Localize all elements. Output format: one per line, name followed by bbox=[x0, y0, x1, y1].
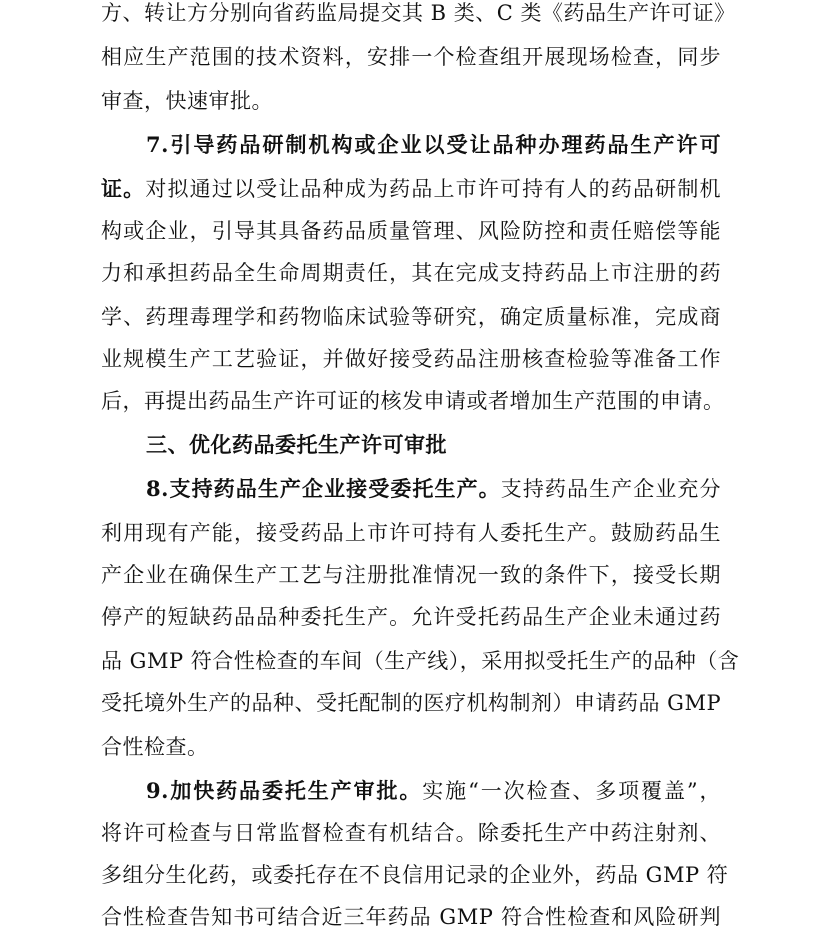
body-text: 后，再提出药品生产许可证的核发申请或者增加生产范围的申请。 bbox=[101, 389, 725, 413]
body-text: 品 GMP 符合性检查的车间（生产线），采用拟受托生产的品种（含 bbox=[101, 649, 740, 673]
text-line bbox=[146, 430, 721, 460]
body-text: 对拟通过以受让品种成为药品上市许可持有人的药品研制机 bbox=[145, 177, 722, 201]
body-text: 合性检查告知书可结合近三年药品 GMP 符合性检查和风险研判 bbox=[101, 905, 721, 929]
text-line bbox=[101, 860, 729, 890]
body-text: 支持药品生产企业充分 bbox=[500, 477, 722, 501]
text-line bbox=[101, 386, 725, 416]
text-line bbox=[146, 474, 721, 504]
text-line bbox=[146, 130, 721, 160]
text-line bbox=[101, 302, 721, 332]
item-heading: 证。 bbox=[101, 176, 146, 201]
body-text: 停产的短缺药品品种委托生产。允许受托药品生产企业未通过药 bbox=[101, 605, 721, 629]
text-line bbox=[101, 344, 721, 374]
item-heading: 7.引导药品研制机构或企业以受让品种办理药品生产许可 bbox=[146, 132, 721, 157]
body-text: 产企业在确保生产工艺与注册批准情况一致的条件下，接受长期 bbox=[101, 563, 721, 587]
body-text: 多组分生化药，或委托存在不良信用记录的企业外，药品 GMP 符 bbox=[101, 863, 729, 887]
body-text: 实施“一次检查、多项覆盖”， bbox=[422, 779, 722, 803]
body-text: 学、药理毒理学和药物临床试验等研究，确定质量标准，完成商 bbox=[101, 305, 721, 329]
text-line bbox=[101, 646, 740, 676]
text-line bbox=[101, 0, 736, 28]
text-line bbox=[101, 216, 721, 246]
body-text: 合性检查。 bbox=[101, 735, 209, 759]
item-heading: 8.支持药品生产企业接受委托生产。 bbox=[146, 476, 501, 501]
text-line bbox=[101, 602, 721, 632]
text-line bbox=[101, 42, 721, 72]
body-text: 构或企业，引导其具备药品质量管理、风险防控和责任赔偿等能 bbox=[101, 219, 721, 243]
body-text: 审查，快速审批。 bbox=[101, 89, 273, 113]
text-line bbox=[101, 174, 721, 204]
body-text: 相应生产范围的技术资料，安排一个检查组开展现场检查，同步 bbox=[101, 45, 721, 69]
text-line bbox=[146, 776, 721, 806]
section-heading: 三、优化药品委托生产许可审批 bbox=[146, 433, 447, 457]
body-text: 业规模生产工艺验证，并做好接受药品注册核查检验等准备工作 bbox=[101, 347, 721, 371]
text-line bbox=[101, 818, 721, 848]
body-text: 将许可检查与日常监督检查有机结合。除委托生产中药注射剂、 bbox=[101, 821, 721, 845]
text-line bbox=[101, 902, 721, 932]
item-heading: 9.加快药品委托生产审批。 bbox=[146, 778, 423, 803]
text-line bbox=[101, 86, 721, 116]
text-line bbox=[101, 258, 721, 288]
body-text: 力和承担药品全生命周期责任，其在完成支持药品上市注册的药 bbox=[101, 261, 721, 285]
text-line bbox=[101, 688, 721, 718]
body-text: 方、转让方分别向省药监局提交其 B 类、C 类《药品生产许可证》 bbox=[101, 1, 736, 25]
text-line bbox=[101, 518, 721, 548]
text-line bbox=[101, 560, 721, 590]
body-text: 受托境外生产的品种、受托配制的医疗机构制剂）申请药品 GMP bbox=[101, 691, 722, 715]
body-text: 利用现有产能，接受药品上市许可持有人委托生产。鼓励药品生 bbox=[101, 521, 721, 545]
text-line bbox=[101, 732, 721, 762]
